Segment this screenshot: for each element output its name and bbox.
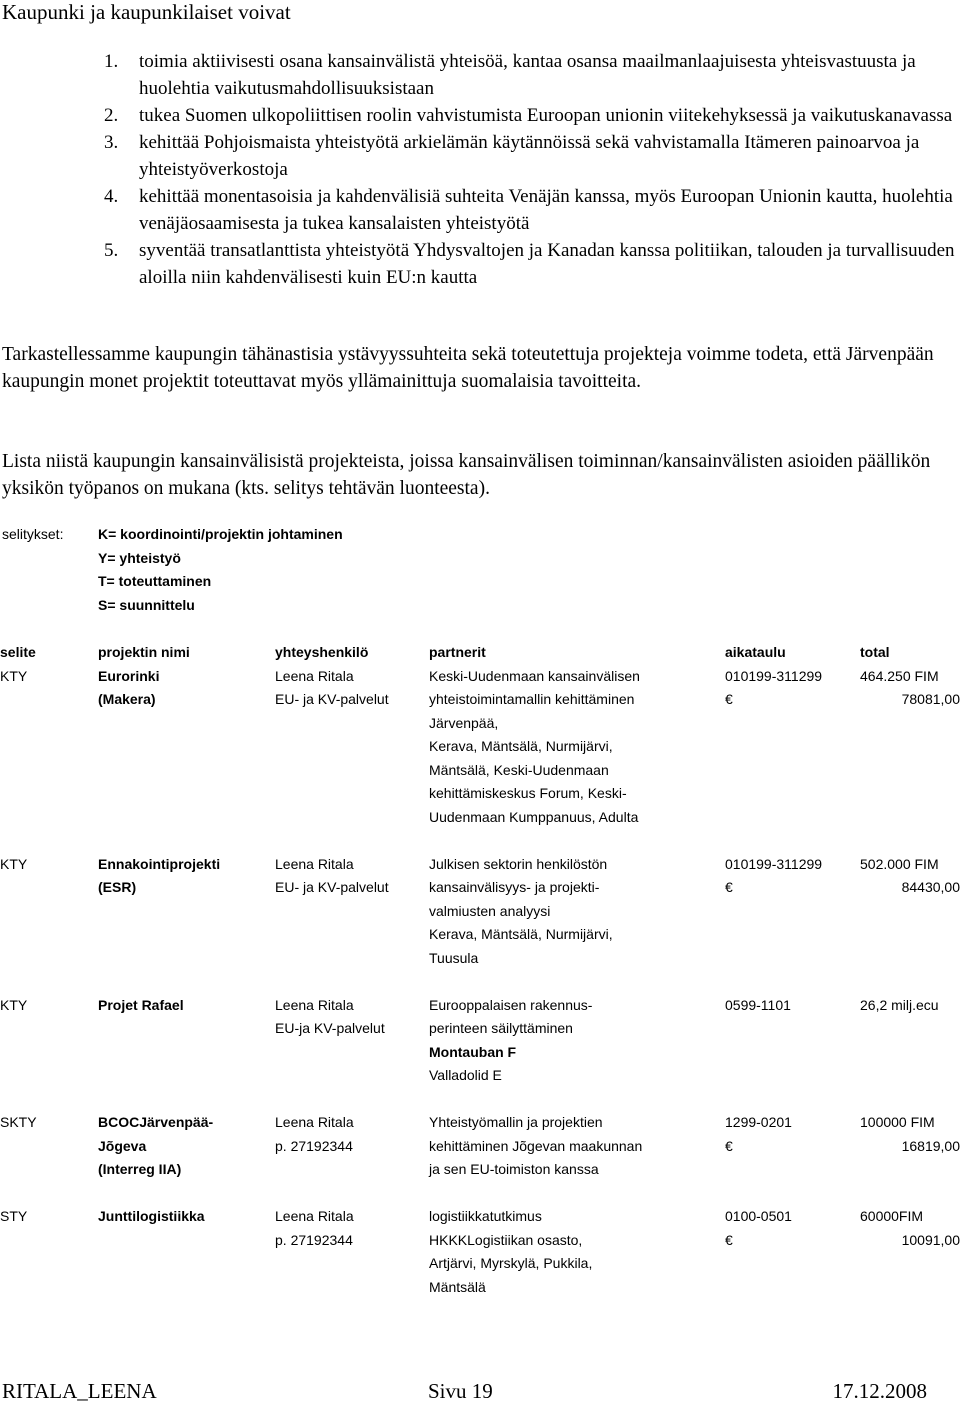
cell-selite: KTY (0, 855, 28, 872)
table-header-row (0, 641, 960, 665)
cell-partners (429, 1205, 725, 1299)
cell-project-name (98, 1111, 275, 1182)
cell-schedule (725, 1205, 860, 1299)
partner-line: Eurooppalaisen rakennus- (429, 996, 593, 1013)
schedule-value: 010199-311299 (725, 855, 823, 872)
total-eur: 78081,00 (901, 691, 960, 707)
header-project-name: projektin nimi (98, 644, 190, 660)
table-row (0, 1111, 960, 1182)
cell-contact (275, 994, 429, 1088)
total-eur: 84430,00 (901, 879, 960, 895)
table-spacer (0, 1088, 960, 1112)
cell-partners (429, 1111, 725, 1182)
cell-schedule (725, 665, 860, 830)
legend-item: T= toteuttaminen (98, 573, 212, 589)
partner-line: Keski-Uudenmaan kansainvälisen (429, 667, 640, 684)
goal-item (0, 129, 960, 183)
project-name-line: (Makera) (98, 691, 156, 707)
partner-line: kansainvälisyys- ja projekti- (429, 879, 600, 895)
goal-number: 4. (104, 186, 119, 207)
contact-line: Leena Ritala (275, 667, 354, 684)
total-fim: 100000 FIM (860, 1114, 935, 1130)
cell-total (860, 665, 960, 830)
header-partners: partnerit (429, 644, 486, 660)
goal-item (0, 102, 960, 129)
contact-line: EU-ja KV-palvelut (275, 1020, 385, 1036)
header-selite: selite (0, 644, 36, 660)
project-name-line: Eurorinki (98, 667, 160, 684)
footer-date: 17.12.2008 (832, 1379, 927, 1403)
table-row (0, 665, 960, 830)
contact-line: Leena Ritala (275, 855, 354, 872)
legend-item: S= suunnittelu (98, 596, 195, 613)
schedule-value: 010199-311299 (725, 667, 823, 684)
footer-author: RITALA_LEENA (2, 1379, 157, 1403)
goal-item (0, 48, 960, 102)
contact-line: Leena Ritala (275, 996, 354, 1013)
contact-line: EU- ja KV-palvelut (275, 879, 389, 895)
project-name-line: Ennakointiprojekti (98, 855, 221, 872)
partner-line: Mäntsälä, Keski-Uudenmaan (429, 761, 609, 778)
partner-line: Tuusula (429, 949, 479, 966)
project-name-line: Junttilogistiikka (98, 1208, 205, 1224)
partner-line: Valladolid E (429, 1067, 502, 1083)
cell-total (860, 853, 960, 971)
table-row (0, 1205, 960, 1299)
partner-line: perinteen säilyttäminen (429, 1020, 573, 1036)
cell-selite: SKTY (0, 1114, 37, 1130)
partner-line: Mäntsälä (429, 1278, 486, 1295)
total-ecu: 26,2 milj.ecu (860, 996, 939, 1013)
cell-total (860, 1111, 960, 1182)
table-row (0, 853, 960, 971)
header-contact: yhteyshenkilö (275, 644, 369, 660)
contact-line: p. 27192344 (275, 1231, 353, 1248)
schedule-value: 0599-1101 (725, 996, 791, 1013)
project-name-line: Projet Rafael (98, 996, 184, 1013)
header-schedule: aikataulu (725, 644, 786, 660)
contact-line: p. 27192344 (275, 1137, 353, 1154)
table-spacer (0, 970, 960, 994)
cell-total (860, 994, 960, 1088)
footer-page-number: Sivu 19 (428, 1379, 493, 1403)
contact-line: Leena Ritala (275, 1114, 354, 1130)
project-table (0, 641, 960, 1299)
contact-line: EU- ja KV-palvelut (275, 691, 389, 707)
goal-number: 5. (104, 240, 119, 261)
euro-symbol: € (725, 1231, 733, 1248)
partner-line: valmiusten analyysi (429, 902, 551, 919)
goal-text: syventää transatlanttista yhteistyötä Yhdysvaltojen ja Kanadan kanssa politiikan, talouden ja turvallisuuden aloilla niin kahdenvälisesti kuin EU:n kautta (139, 240, 955, 288)
partner-line: Yhteistyömallin ja projektien (429, 1114, 603, 1130)
goal-number: 2. (104, 105, 119, 126)
cell-selite: KTY (0, 996, 28, 1013)
header-total: total (860, 644, 890, 660)
table-spacer (0, 829, 960, 853)
cell-project-name (98, 853, 275, 971)
cell-contact (275, 1111, 429, 1182)
goal-text: toimia aktiivisesti osana kansainvälistä yhteisöä, kantaa osansa maailmanlaajuisesta yhteisvastuusta ja huolehtia vaikutusmahdollisuuksistaan (139, 51, 916, 99)
total-eur: 10091,00 (901, 1231, 960, 1248)
total-eur: 16819,00 (901, 1137, 960, 1154)
cell-selite: STY (0, 1208, 28, 1224)
legend-item: Y= yhteistyö (98, 549, 181, 566)
partner-line: kehittämiskeskus Forum, Keski- (429, 785, 627, 801)
legend-item: K= koordinointi/projektin johtaminen (98, 526, 343, 542)
goal-number: 1. (104, 51, 119, 72)
partner-line: kehittäminen Jõgevan maakunnan (429, 1137, 643, 1154)
total-fim: 60000FIM (860, 1208, 924, 1224)
project-name-line: BCOCJärvenpää- (98, 1114, 214, 1130)
partner-line: yhteistoimintamallin kehittäminen (429, 691, 635, 707)
partner-line: Järvenpää, (429, 714, 499, 731)
project-name-line: Jõgeva (98, 1137, 147, 1154)
partner-line: Montauban F (429, 1043, 517, 1060)
project-name-line: (ESR) (98, 879, 137, 895)
partner-line: logistiikkatutkimus (429, 1208, 542, 1224)
partner-line: ja sen EU-toimiston kanssa (429, 1161, 599, 1177)
table-row (0, 994, 960, 1088)
project-list-intro: Lista niistä kaupungin kansainvälisistä projekteista, joissa kansainvälisen toiminnan/kansainvälisten asioiden päällikön yksikön työpanos on mukana (kts. selitys tehtävän luonteesta). (2, 451, 931, 499)
euro-symbol: € (725, 1137, 733, 1154)
goal-list (0, 48, 960, 291)
cell-project-name (98, 665, 275, 830)
partner-line: Artjärvi, Myrskylä, Pukkila, (429, 1255, 593, 1271)
cell-contact (275, 853, 429, 971)
cell-contact (275, 665, 429, 830)
goal-text: kehittää monentasoisia ja kahdenvälisiä suhteita Venäjän kanssa, myös Euroopan Unionin kautta, huolehtia venäjäosaamisesta ja tukea kansalaisten yhteistyötä (139, 186, 953, 234)
euro-symbol: € (725, 879, 733, 895)
contact-line: Leena Ritala (275, 1208, 354, 1224)
partner-line: HKKKLogistiikan osasto, (429, 1231, 583, 1248)
cell-partners (429, 853, 725, 971)
partner-line: Uudenmaan Kumppanuus, Adulta (429, 808, 639, 825)
goal-item (0, 183, 960, 237)
total-fim: 464.250 FIM (860, 667, 939, 684)
cell-schedule (725, 1111, 860, 1182)
table-spacer (0, 1182, 960, 1206)
intro-paragraph: Tarkastellessamme kaupungin tähänastisia ystävyyssuhteita sekä toteutettuja projekteja voimme todeta, että Järvenpään kaupungin monet projektit toteuttavat myös yllämainittuja suomalaisia tavoitteita. (2, 344, 934, 392)
cell-schedule (725, 853, 860, 971)
section-heading: Kaupunki ja kaupunkilaiset voivat (2, 0, 291, 24)
cell-partners (429, 665, 725, 830)
partner-line: Julkisen sektorin henkilöstön (429, 855, 608, 872)
cell-project-name (98, 994, 275, 1088)
cell-selite: KTY (0, 667, 28, 684)
legend-list (98, 523, 343, 617)
schedule-value: 1299-0201 (725, 1114, 792, 1130)
cell-project-name (98, 1205, 275, 1299)
cell-total (860, 1205, 960, 1299)
cell-schedule (725, 994, 860, 1088)
goal-number: 3. (104, 132, 119, 153)
cell-partners (429, 994, 725, 1088)
goal-text: tukea Suomen ulkopoliittisen roolin vahvistumista Euroopan unionin viitekehyksessä ja vaikutuskanavassa (139, 105, 953, 126)
cell-contact (275, 1205, 429, 1299)
partner-line: Kerava, Mäntsälä, Nurmijärvi, (429, 926, 613, 942)
goal-item (0, 237, 960, 291)
schedule-value: 0100-0501 (725, 1208, 792, 1224)
partner-line: Kerava, Mäntsälä, Nurmijärvi, (429, 738, 613, 754)
legend-label: selitykset: (2, 526, 64, 542)
project-name-line: (Interreg IIA) (98, 1161, 182, 1177)
total-fim: 502.000 FIM (860, 855, 939, 872)
goal-text: kehittää Pohjoismaista yhteistyötä arkielämän käytännöissä sekä vahvistamalla Itämeren painoarvoa ja yhteistyöverkostoja (139, 132, 920, 180)
euro-symbol: € (725, 691, 733, 707)
